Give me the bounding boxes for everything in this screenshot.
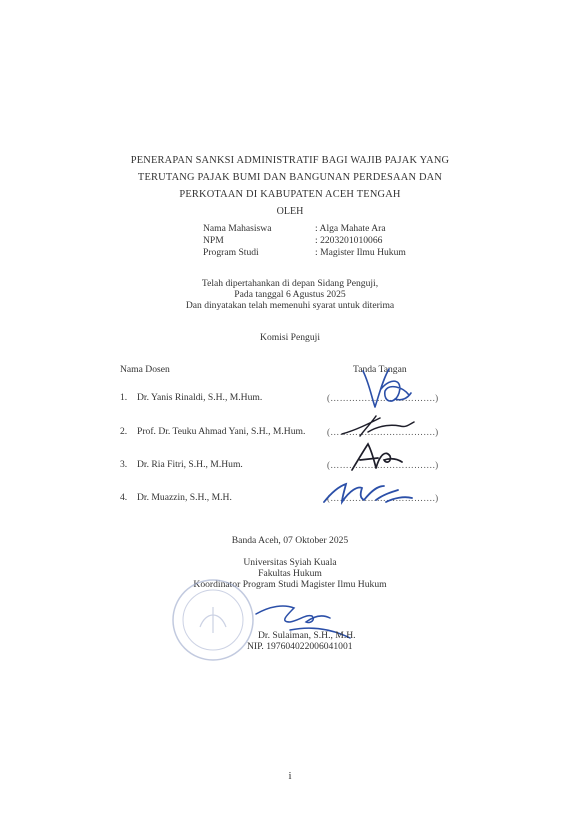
faculty-stamp-graphic xyxy=(170,577,256,663)
thesis-title-line-3: PERKOTAAN DI KABUPATEN ACEH TENGAH xyxy=(179,189,401,200)
member-1-name: Dr. Yanis Rinaldi, S.H., M.Hum. xyxy=(137,392,263,403)
member-4-name: Dr. Muazzin, S.H., M.H. xyxy=(137,492,232,503)
member-3-signature-line: (…………………………….) xyxy=(327,460,439,470)
student-name-value: : Alga Mahate Ara xyxy=(315,223,386,234)
member-2-name: Prof. Dr. Teuku Ahmad Yani, S.H., M.Hum. xyxy=(137,426,306,437)
member-1-number: 1. xyxy=(120,392,128,403)
member-2-number: 2. xyxy=(120,426,128,437)
coordinator-nip: NIP. 197604022006041001 xyxy=(247,641,353,652)
npm-value: : 2203201010066 xyxy=(315,235,383,246)
university-name: Universitas Syiah Kuala xyxy=(243,557,337,568)
coordinator-position: Koordinator Program Studi Magister Ilmu Hukum xyxy=(193,579,387,590)
member-3-name: Dr. Ria Fitri, S.H., M.Hum. xyxy=(137,459,243,470)
member-4-number: 4. xyxy=(120,492,128,503)
signature-3-graphic xyxy=(346,442,406,474)
signature-4-graphic xyxy=(320,478,416,508)
member-3-number: 3. xyxy=(120,459,128,470)
member-1-signature-line: (…………………………….) xyxy=(327,393,439,403)
thesis-title-line-1: PENERAPAN SANKSI ADMINISTRATIF BAGI WAJIB PAJAK YANG xyxy=(130,155,450,166)
member-2-signature-line: (…………………………….) xyxy=(327,427,439,437)
defense-line-2: Pada tanggal 6 Agustus 2025 xyxy=(234,289,346,300)
place-and-date: Banda Aceh, 07 Oktober 2025 xyxy=(231,535,349,546)
signature-column-header: Tanda Tangan xyxy=(353,364,407,375)
npm-label: NPM xyxy=(203,235,224,246)
program-value: : Magister Ilmu Hukum xyxy=(315,247,406,258)
oleh-label: OLEH xyxy=(276,206,304,217)
signature-1-graphic xyxy=(355,365,425,413)
defense-line-3: Dan dinyatakan telah memenuhi syarat untuk diterima xyxy=(185,300,395,311)
lecturer-name-column-header: Nama Dosen xyxy=(120,364,170,375)
program-label: Program Studi xyxy=(203,247,259,258)
coordinator-name: Dr. Sulaiman, S.H., M.H. xyxy=(258,630,356,641)
faculty-name: Fakultas Hukum xyxy=(258,568,322,579)
member-4-signature-line: (…………………………….) xyxy=(327,493,439,503)
thesis-title-line-2: TERUTANG PAJAK BUMI DAN BANGUNAN PERDESAAN DAN xyxy=(137,172,443,183)
signature-2-graphic xyxy=(338,412,418,442)
committee-heading: Komisi Penguji xyxy=(260,332,320,343)
student-name-label: Nama Mahasiswa xyxy=(203,223,272,234)
defense-line-1: Telah dipertahankan di depan Sidang Penguji, xyxy=(201,278,379,289)
page-number: i xyxy=(288,770,292,782)
